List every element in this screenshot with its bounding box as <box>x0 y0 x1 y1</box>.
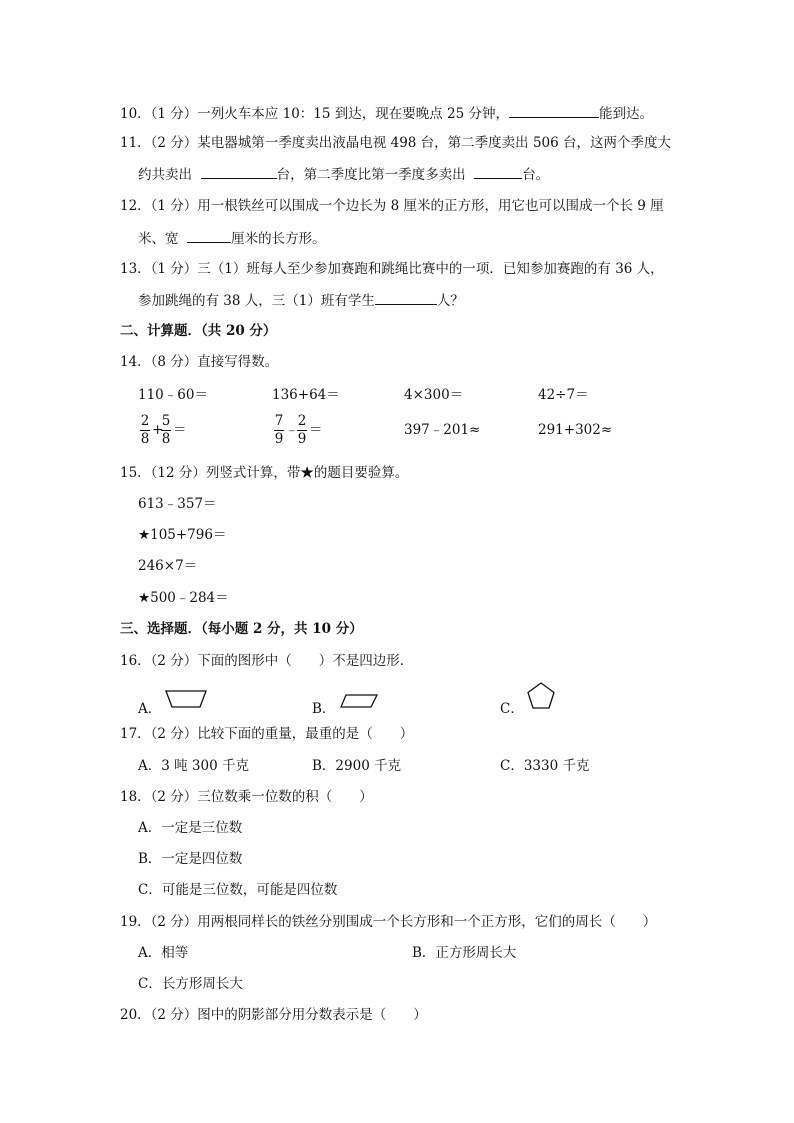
option-c[interactable]: C． <box>500 701 524 717</box>
answer-blank[interactable] <box>474 165 522 179</box>
q15-item: ★500﹣284＝ <box>138 590 229 606</box>
q14-item: 42÷7＝ <box>538 387 589 403</box>
numerator: 2 <box>140 413 150 429</box>
option-b[interactable]: B． <box>312 701 336 717</box>
question-11-line1: 11．（2 分）某电器城第一季度卖出液晶电视 498 台，第二季度卖出 506 台，这两个季度大 <box>120 135 672 151</box>
answer-blank[interactable] <box>509 104 599 118</box>
question-18-title: 18．（2 分）三位数乘一位数的积（ ） <box>120 789 373 805</box>
question-16-title: 16．（2 分）下面的图形中（ ）不是四边形． <box>120 653 414 669</box>
numerator: 2 <box>297 413 307 429</box>
q14-item: 110﹣60＝ <box>138 387 208 403</box>
trapezoid-icon <box>165 690 207 708</box>
equals-sign: ＝ <box>173 422 187 438</box>
q10-text: 10．（1 分）一列火车本应 10：15 到达，现在要晚点 25 分钟， <box>120 106 510 122</box>
q12-text-a: 米、宽 <box>138 231 179 247</box>
fraction-2-9 <box>297 414 307 447</box>
q14-item: 397﹣201≈ <box>404 422 481 438</box>
option-b[interactable]: B．正方形周长大 <box>412 945 517 961</box>
plus-operator: + <box>152 422 164 438</box>
fraction-7-9 <box>274 414 284 447</box>
numerator: 5 <box>161 413 171 429</box>
section-heading-choice: 三、选择题．（每小题 2 分，共 10 分） <box>120 621 363 637</box>
question-14-title: 14．（8 分）直接写得数。 <box>120 354 279 370</box>
question-15-title: 15．（12 分）列竖式计算，带★的题目要验算。 <box>120 465 409 481</box>
denominator: 9 <box>297 431 307 447</box>
q14-item: 136+64＝ <box>272 387 340 403</box>
pentagon-icon <box>527 682 555 709</box>
q11-text-a: 约共卖出 <box>138 167 192 183</box>
question-12-line2 <box>138 229 326 248</box>
q14-item: 291+302≈ <box>538 422 613 438</box>
question-13-line2 <box>138 291 464 310</box>
question-10 <box>120 104 653 123</box>
question-19-title: 19．（2 分）用两根同样长的铁丝分别围成一个长方形和一个正方形，它们的周长（ ） <box>120 914 657 930</box>
answer-blank[interactable] <box>201 165 277 179</box>
option-a[interactable]: A．3 吨 300 千克 <box>138 758 249 774</box>
option-c[interactable]: C．长方形周长大 <box>138 976 243 992</box>
q10-tail: 能到达。 <box>599 106 654 122</box>
q11-text-b: 台，第二季度比第一季度多卖出 <box>276 167 466 183</box>
question-13-line1: 13．（1 分）三（1）班每人至少参加赛跑和跳绳比赛中的一项．已知参加赛跑的有 36 人， <box>120 261 664 277</box>
q13-text-b: 人？ <box>436 293 464 309</box>
denominator: 9 <box>274 431 284 447</box>
answer-blank[interactable] <box>375 291 437 305</box>
q13-text-a: 参加跳绳的有 38 人，三（1）班有学生 <box>138 293 375 309</box>
denominator: 8 <box>161 431 171 447</box>
q15-item: ★105+796＝ <box>138 527 227 543</box>
question-20-title: 20．（2 分）图中的阴影部分用分数表示是（ ） <box>120 1007 427 1023</box>
option-b[interactable]: B．一定是四位数 <box>138 851 243 867</box>
option-c[interactable]: C．3330 千克 <box>500 758 590 774</box>
minus-operator: ﹣ <box>285 422 299 438</box>
q11-text-c: 台。 <box>522 167 550 183</box>
denominator: 8 <box>140 431 150 447</box>
section-heading-calculation: 二、计算题．（共 20 分） <box>120 323 277 339</box>
parallelogram-icon <box>340 694 378 708</box>
option-a[interactable]: A． <box>138 701 162 717</box>
option-a[interactable]: A．相等 <box>138 945 189 961</box>
option-c[interactable]: C．可能是三位数，可能是四位数 <box>138 882 338 898</box>
q12-text-b: 厘米的长方形。 <box>231 231 326 247</box>
fraction-2-8 <box>140 414 150 447</box>
equals-sign: ＝ <box>309 422 323 438</box>
q14-item: 4×300＝ <box>404 387 464 403</box>
numerator: 7 <box>274 413 284 429</box>
q15-item: 246×7＝ <box>138 558 198 574</box>
fraction-5-8 <box>161 414 171 447</box>
question-11-line2 <box>138 165 549 184</box>
question-12-line1: 12．（1 分）用一根铁丝可以围成一个边长为 8 厘米的正方形，用它也可以围成一个长 9 厘 <box>120 198 664 214</box>
question-17-title: 17．（2 分）比较下面的重量，最重的是（ ） <box>120 726 414 742</box>
q15-item: 613﹣357＝ <box>138 496 217 512</box>
answer-blank[interactable] <box>187 229 231 243</box>
option-b[interactable]: B．2900 千克 <box>312 758 402 774</box>
option-a[interactable]: A．一定是三位数 <box>138 820 243 836</box>
